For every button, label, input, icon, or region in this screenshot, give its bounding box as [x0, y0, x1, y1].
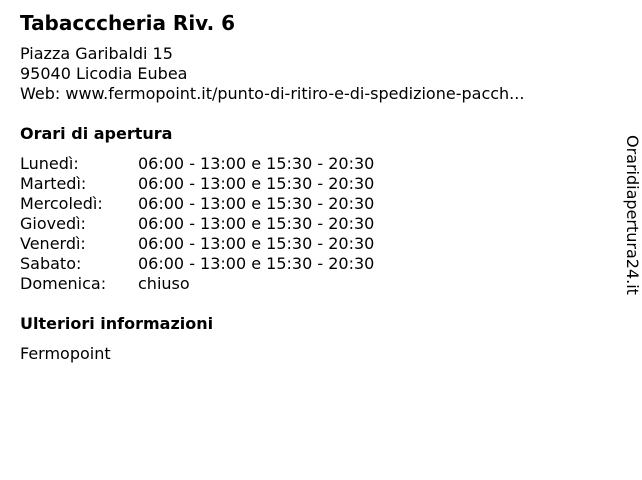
hours-value: 06:00 - 13:00 e 15:30 - 20:30	[138, 194, 375, 213]
more-info-heading: Ulteriori informazioni	[20, 314, 214, 333]
brand-watermark: Oraridiapertura24.it	[623, 135, 642, 295]
hours-value: 06:00 - 13:00 e 15:30 - 20:30	[138, 254, 375, 273]
hours-row-saturday	[20, 254, 440, 274]
hours-value: 06:00 - 13:00 e 15:30 - 20:30	[138, 154, 375, 173]
more-info-text: Fermopoint	[20, 344, 111, 363]
address-city: 95040 Licodia Eubea	[20, 64, 188, 83]
website-link[interactable]: Web: www.fermopoint.it/punto-di-ritiro-e-di-spedizione-pacch...	[20, 84, 525, 103]
day-label: Mercoledì:	[20, 194, 103, 213]
shop-name: Tabacccheria Riv. 6	[20, 11, 236, 35]
day-label: Martedì:	[20, 174, 87, 193]
hours-row-sunday	[20, 274, 440, 294]
hours-value: 06:00 - 13:00 e 15:30 - 20:30	[138, 214, 375, 233]
hours-row-wednesday	[20, 194, 440, 214]
hours-value: 06:00 - 13:00 e 15:30 - 20:30	[138, 234, 375, 253]
hours-row-friday	[20, 234, 440, 254]
day-label: Sabato:	[20, 254, 82, 273]
day-label: Domenica:	[20, 274, 107, 293]
address-street: Piazza Garibaldi 15	[20, 44, 173, 63]
hours-row-tuesday	[20, 174, 440, 194]
day-label: Giovedì:	[20, 214, 86, 233]
hours-row-monday	[20, 154, 440, 174]
day-label: Venerdì:	[20, 234, 86, 253]
day-label: Lunedì:	[20, 154, 79, 173]
hours-value: chiuso	[138, 274, 190, 293]
shop-address	[20, 44, 524, 104]
hours-row-thursday	[20, 214, 440, 234]
opening-hours-table	[20, 154, 440, 294]
hours-value: 06:00 - 13:00 e 15:30 - 20:30	[138, 174, 375, 193]
opening-hours-heading: Orari di apertura	[20, 124, 173, 143]
